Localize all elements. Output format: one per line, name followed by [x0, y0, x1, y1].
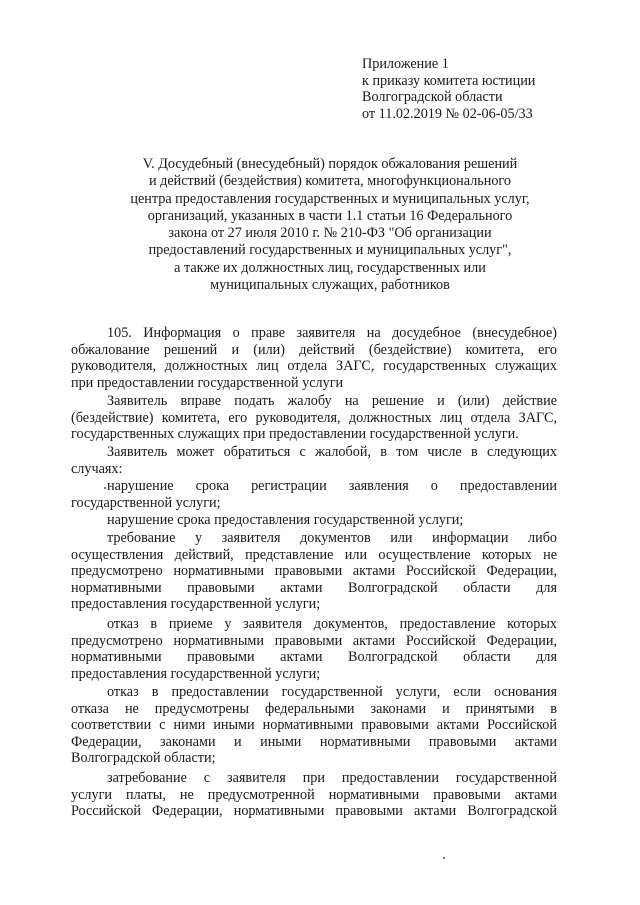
paragraph-line: обжалование решений и (или) действий (бездействие) комитета, его	[71, 341, 557, 358]
paragraph-line: 105. Информация о праве заявителя на досудебное (внесудебное)	[107, 325, 557, 341]
heading-line: организаций, указанных в части 1.1 статьи 16 Федерального	[147, 207, 513, 224]
paragraph-line: Российской Федерации, нормативными правовыми актами Волгоградской	[71, 803, 557, 820]
paragraph-line: (бездействие) комитета, его руководителя, должностных лиц отдела ЗАГС,	[71, 409, 557, 426]
heading-line: и действий (бездействия) комитета, многофункционального	[148, 173, 511, 190]
paragraph-line: государственных служащих при предоставлении государственной услуги.	[71, 426, 519, 443]
paragraph-line: случаях:	[71, 460, 123, 477]
paragraph-line: услуги платы, не предусмотренной нормативными правовыми актами	[71, 786, 557, 803]
heading-line: а также их должностных лиц, государственных или	[174, 259, 486, 276]
paragraph-line: нарушение срока предоставления государственной услуги;	[107, 512, 464, 528]
paragraph-line: государственной услуги;	[71, 494, 221, 511]
paragraph-line: предусмотрено нормативными правовыми актами Российской Федерации,	[71, 563, 557, 580]
paragraph-line: предусмотрено нормативными правовыми актами Российской Федерации,	[71, 632, 557, 649]
paragraph-line: Заявитель вправе подать жалобу на решение и (или) действие	[107, 393, 557, 409]
heading-line: предоставлений государственных и муниципальных услуг",	[148, 242, 512, 259]
scan-speck	[104, 487, 106, 489]
paragraph	[71, 530, 557, 613]
paragraph	[71, 512, 557, 529]
annex-header	[362, 56, 622, 122]
paragraph	[71, 444, 557, 477]
paragraph-line: соответствии с ними иными нормативными правовыми актами Российской	[71, 717, 557, 734]
annex-line: Волгоградской области	[362, 89, 503, 105]
paragraph-line: Заявитель может обратиться с жалобой, в том числе в следующих	[107, 444, 557, 460]
heading-line: V. Досудебный (внесудебный) порядок обжалования решений	[142, 156, 518, 172]
scan-speck	[443, 857, 445, 859]
paragraph-line: руководителя, должностных лиц отдела ЗАГС, государственных служащих	[71, 358, 557, 375]
paragraph-line: отказа не предусмотрены федеральными законами и принятыми в	[71, 700, 557, 717]
paragraph-line: затребование с заявителя при предоставлении государственной	[107, 770, 557, 786]
paragraph	[71, 478, 557, 511]
paragraph	[71, 770, 557, 820]
paragraph	[71, 325, 557, 391]
paragraph-line: предоставления государственной услуги;	[71, 665, 321, 682]
section-heading	[80, 156, 580, 294]
paragraph	[71, 684, 557, 767]
paragraph-line: отказ в приеме у заявителя документов, предоставление которых	[107, 616, 557, 632]
paragraph-line: нарушение срока регистрации заявления о предоставлении	[107, 478, 557, 494]
paragraph-line: Волгоградской области;	[71, 750, 216, 767]
paragraph	[71, 393, 557, 443]
paragraph-line: предоставления государственной услуги;	[71, 596, 321, 613]
paragraph-line: Федерации, законами и иными нормативными правовыми актами	[71, 733, 557, 750]
paragraph-line: требование у заявителя документов или информации либо	[107, 530, 557, 546]
annex-line: от 11.02.2019 № 02-06-05/33	[362, 105, 533, 122]
heading-line: центра предоставления государственных и муниципальных услуг,	[130, 190, 530, 207]
paragraph-line: нормативными правовыми актами Волгоградской области для	[71, 649, 557, 666]
annex-line: Приложение 1	[362, 56, 449, 72]
paragraph	[71, 616, 557, 682]
heading-line: закона от 27 июля 2010 г. № 210-ФЗ "Об организации	[168, 225, 492, 242]
paragraph-line: осуществления действий, представление или осуществление которых не	[71, 546, 557, 563]
paragraph-line: нормативными правовыми актами Волгоградской области для	[71, 579, 557, 596]
paragraph-line: отказ в предоставлении государственной услуги, если основания	[107, 684, 557, 700]
paragraph-line: при предоставлении государственной услуги	[71, 374, 344, 391]
annex-line: к приказу комитета юстиции	[362, 72, 536, 89]
heading-line: муниципальных служащих, работников	[210, 277, 450, 294]
